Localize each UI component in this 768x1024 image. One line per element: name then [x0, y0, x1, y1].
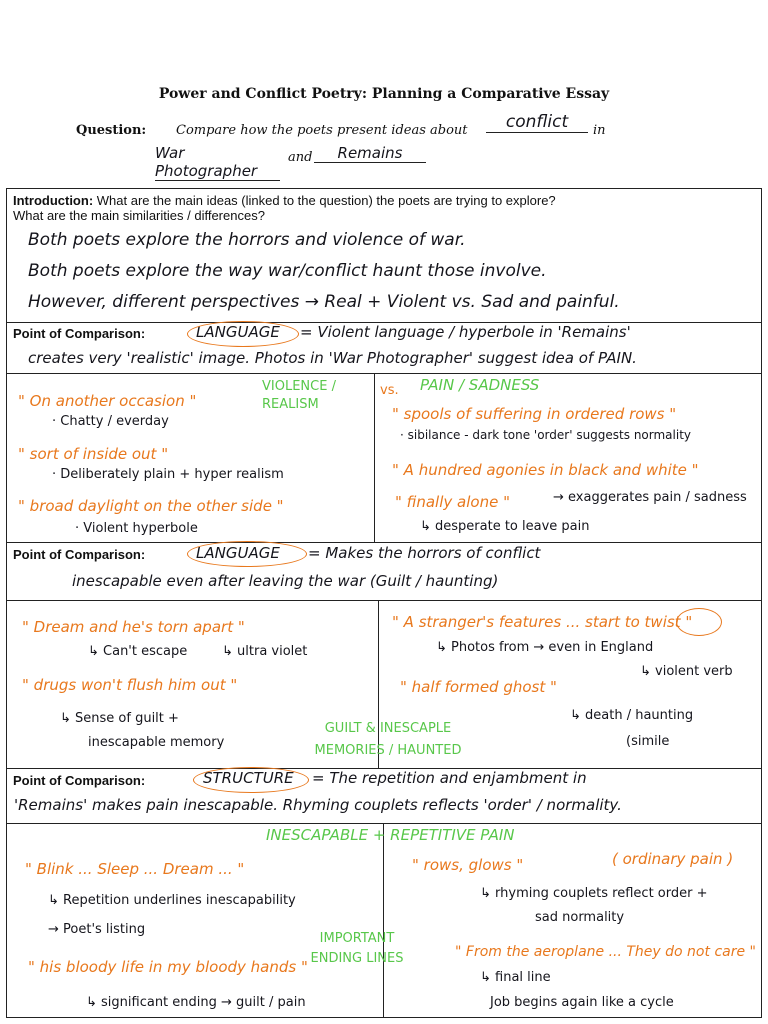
column-divider	[374, 373, 375, 542]
annotation: ↳ Repetition underlines inescapability	[48, 893, 296, 908]
divider	[6, 373, 762, 374]
poc-keyword: STRUCTURE	[203, 769, 294, 787]
poc-line: = The repetition and enjambment in	[312, 769, 587, 787]
quote: " rows, glows "	[412, 856, 524, 874]
annotation: ↳ final line	[480, 970, 551, 985]
divider	[6, 542, 762, 543]
annotation: (simile	[626, 734, 670, 749]
vs-label: vs.	[380, 383, 399, 398]
annotation: sad normality	[535, 910, 625, 925]
quote: " broad daylight on the other side "	[18, 497, 284, 515]
annotation: ↳ Sense of guilt +	[60, 711, 179, 726]
quote: " finally alone "	[395, 493, 510, 511]
quote: " half formed ghost "	[400, 678, 557, 696]
quote: " Dream and he's torn apart "	[22, 618, 245, 636]
page-title: Power and Conflict Poetry: Planning a Comparative Essay	[158, 86, 610, 102]
quote: " spools of suffering in ordered rows "	[392, 405, 677, 423]
poc-line: creates very 'realistic' image. Photos in 'War Photographer' suggest idea of PAIN.	[28, 349, 637, 367]
annotation: ↳ death / haunting	[570, 708, 694, 723]
intro-prompt	[13, 193, 758, 223]
highlight-circle	[187, 541, 307, 567]
intro-line: However, different perspectives → Real + Violent vs. Sad and painful.	[28, 292, 620, 312]
divider	[6, 600, 762, 601]
divider	[6, 823, 762, 824]
annotation: ↳ significant ending → guilt / pain	[86, 995, 306, 1010]
question-and: and	[288, 150, 313, 165]
theme-label: PAIN / SADNESS	[420, 376, 540, 394]
annotation: inescapable memory	[88, 735, 225, 750]
annotation: · sibilance - dark tone 'order' suggests normality	[400, 428, 692, 442]
annotation: · Chatty / everday	[52, 414, 169, 429]
poc-label: Point of Comparison:	[13, 326, 146, 341]
quote: " sort of inside out "	[18, 445, 169, 463]
intro-prompt-2: What are the main similarities / differences?	[13, 208, 265, 223]
annotation: ↳ Can't escape	[88, 644, 188, 659]
theme-label: INESCAPABLE + REPETITIVE PAIN	[266, 826, 515, 844]
annotation: ↳ desperate to leave pain	[420, 519, 590, 534]
poc-line: 'Remains' makes pain inescapable. Rhyming couplets reflects 'order' / normality.	[14, 796, 622, 814]
question-blank-poem-1: War Photographer	[155, 144, 280, 181]
intro-label: Introduction:	[13, 193, 94, 208]
quote: " drugs won't flush him out "	[22, 676, 238, 694]
intro-line: Both poets explore the way war/conflict haunt those involve.	[28, 261, 547, 281]
quote: " his bloody life in my bloody hands "	[28, 958, 308, 976]
question-blank-poem-2: Remains	[314, 144, 426, 163]
theme-label: IMPORTANT ENDING LINES	[310, 931, 404, 966]
annotation: → exaggerates pain / sadness	[553, 490, 747, 505]
annotation: ↳ violent verb	[640, 664, 733, 679]
poc-line: inescapable even after leaving the war (Guilt / haunting)	[72, 572, 499, 590]
highlight-circle	[187, 321, 299, 347]
intro-prompt-1: What are the main ideas (linked to the question) the poets are trying to explore?	[96, 193, 556, 208]
quote: " From the aeroplane ... They do not care "	[455, 944, 756, 960]
poc-keyword: LANGUAGE	[196, 544, 280, 562]
intro-line: Both poets explore the horrors and violence of war.	[28, 230, 466, 250]
question-label: Question:	[76, 123, 147, 138]
quote: " A hundred agonies in black and white "	[392, 461, 699, 479]
highlight-circle	[676, 608, 722, 636]
poc-label: Point of Comparison:	[13, 547, 146, 562]
poc-label: Point of Comparison:	[13, 773, 146, 788]
poc-line: = Violent language / hyperbole in 'Remains'	[300, 323, 631, 341]
column-divider	[383, 823, 384, 1018]
annotation: · Violent hyperbole	[75, 521, 198, 536]
annotation: ↳ Photos from → even in England	[436, 640, 654, 655]
quote: " A stranger's features ... start to twist "	[392, 613, 693, 631]
highlight-circle	[193, 767, 309, 793]
annotation: ( ordinary pain )	[612, 850, 734, 868]
question-blank-topic: conflict	[486, 112, 588, 133]
quote: " On another occasion "	[18, 392, 197, 410]
question-text: Compare how the poets present ideas about	[176, 123, 468, 138]
annotation: → Poet's listing	[48, 922, 146, 937]
annotation: ↳ rhyming couplets reflect order +	[480, 886, 708, 901]
annotation: ↳ ultra violet	[222, 644, 308, 659]
quote: " Blink ... Sleep ... Dream ... "	[25, 860, 245, 878]
poc-keyword: LANGUAGE	[196, 323, 280, 341]
theme-label: GUILT & INESCAPLE MEMORIES / HAUNTED	[314, 721, 462, 758]
question-in: in	[593, 123, 606, 138]
poc-line: = Makes the horrors of conflict	[308, 544, 541, 562]
annotation: · Deliberately plain + hyper realism	[52, 467, 284, 482]
theme-label: VIOLENCE / REALISM	[262, 379, 336, 412]
annotation: Job begins again like a cycle	[490, 995, 674, 1010]
